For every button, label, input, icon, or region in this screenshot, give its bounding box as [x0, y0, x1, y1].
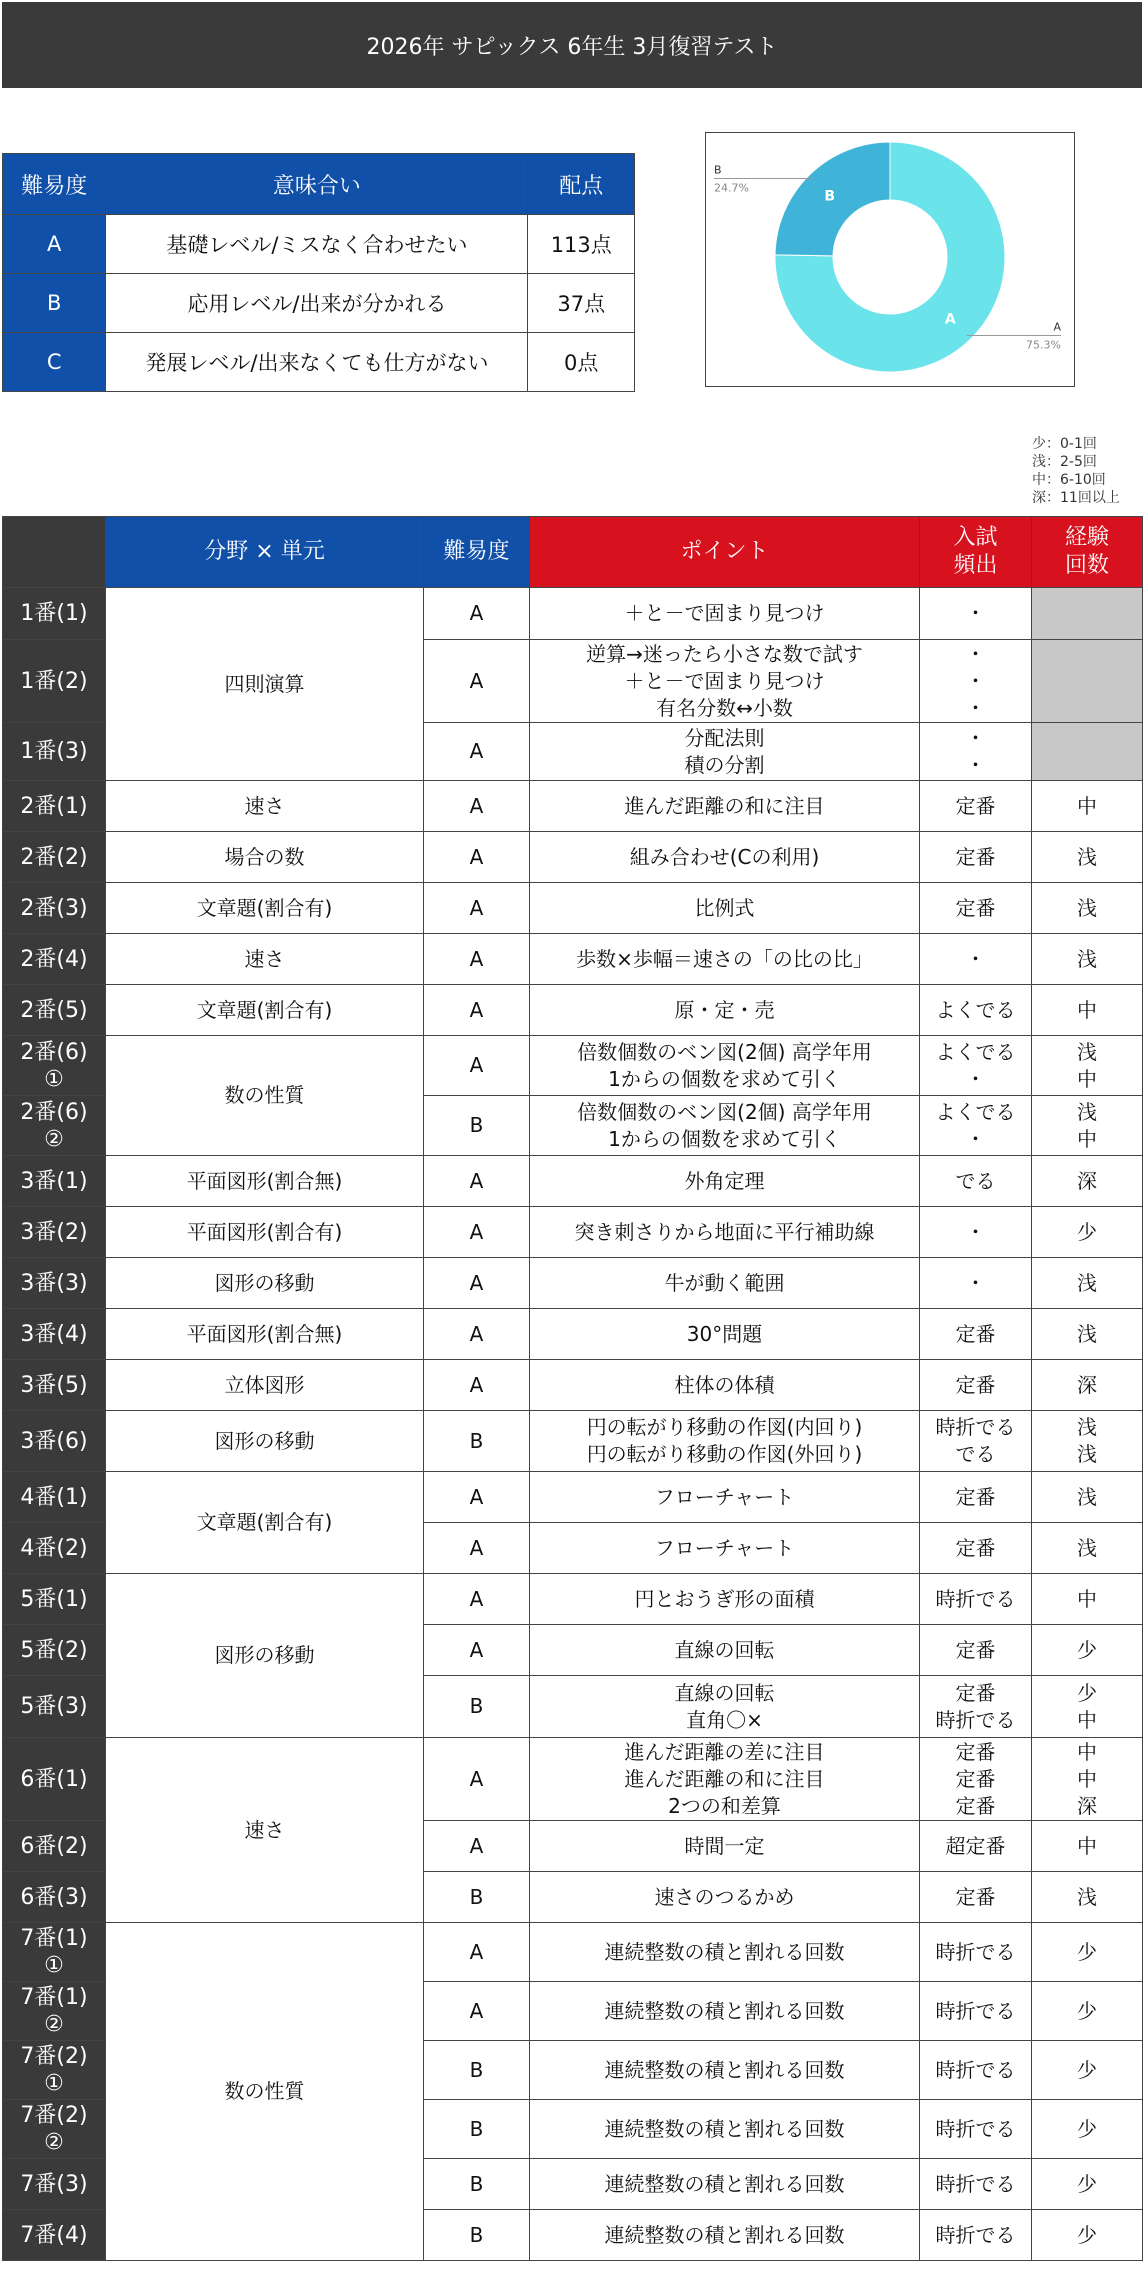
question-number: 2番(2) — [3, 832, 106, 883]
point-cell: 組み合わせ(Cの利用) — [530, 832, 920, 883]
difficulty-cell: A — [424, 1923, 530, 1982]
point-cell: 倍数個数のベン図(2個) 高学年用 1からの個数を求めて引く — [530, 1096, 920, 1156]
table-row — [3, 781, 1143, 832]
frequency-cell: 定番 — [920, 1309, 1032, 1360]
point-cell: フローチャート — [530, 1523, 920, 1574]
legend-note: 浅：2-5回 — [1032, 454, 1097, 470]
table-row — [3, 1411, 1143, 1472]
question-number: 6番(2) — [3, 1821, 106, 1872]
experience-cell: 浅 — [1032, 1523, 1143, 1574]
difficulty-cell: A — [424, 1156, 530, 1207]
experience-cell: 少 — [1032, 1982, 1143, 2041]
point-cell: 原・定・売 — [530, 985, 920, 1036]
point-cell: 連続整数の積と割れる回数 — [530, 2041, 920, 2100]
experience-cell: 深 — [1032, 1156, 1143, 1207]
question-number: 3番(3) — [3, 1258, 106, 1309]
experience-cell: 中 — [1032, 1821, 1143, 1872]
field-cell: 速さ — [106, 781, 424, 832]
point-cell: 分配法則 積の分割 — [530, 723, 920, 781]
field-cell: 平面図形(割合有) — [106, 1207, 424, 1258]
frequency-cell: 定番 定番 定番 — [920, 1738, 1032, 1821]
point-cell: 外角定理 — [530, 1156, 920, 1207]
point-cell: 速さのつるかめ — [530, 1872, 920, 1923]
difficulty-cell: A — [424, 1036, 530, 1096]
pie-outside-label: A — [1053, 320, 1061, 334]
difficulty-meaning: 発展レベル/出来なくても仕方がない — [106, 333, 528, 392]
frequency-cell: 時折でる — [920, 1982, 1032, 2041]
difficulty-cell: A — [424, 1738, 530, 1821]
experience-cell: 浅 — [1032, 832, 1143, 883]
field-cell: 文章題(割合有) — [106, 883, 424, 934]
experience-cell: 少 — [1032, 1207, 1143, 1258]
difficulty-cell: B — [424, 2210, 530, 2261]
table-row — [3, 883, 1143, 934]
experience-cell: 少 — [1032, 1923, 1143, 1982]
experience-cell: 浅 中 — [1032, 1096, 1143, 1156]
frequency-cell: 定番 — [920, 1625, 1032, 1676]
point-cell: 進んだ距離の和に注目 — [530, 781, 920, 832]
experience-cell: 浅 — [1032, 883, 1143, 934]
table-row — [3, 1258, 1143, 1309]
table-row — [3, 1574, 1143, 1625]
difficulty-cell: B — [424, 1411, 530, 1472]
difficulty-row — [3, 215, 635, 274]
field-cell: 文章題(割合有) — [106, 985, 424, 1036]
difficulty-cell: B — [424, 2100, 530, 2159]
frequency-cell: 定番 — [920, 832, 1032, 883]
experience-cell: 少 — [1032, 2041, 1143, 2100]
frequency-cell: ・ — [920, 934, 1032, 985]
experience-cell: 少 — [1032, 1625, 1143, 1676]
question-number: 2番(6) ② — [3, 1096, 106, 1156]
frequency-cell: ・ — [920, 1207, 1032, 1258]
difficulty-cell: B — [424, 1096, 530, 1156]
score-header: 配点 — [528, 154, 635, 215]
table-row — [3, 1472, 1143, 1523]
difficulty-cell: B — [424, 2159, 530, 2210]
difficulty-level: A — [3, 215, 106, 274]
question-number: 7番(2) ① — [3, 2041, 106, 2100]
point-cell: フローチャート — [530, 1472, 920, 1523]
difficulty-cell: B — [424, 2041, 530, 2100]
experience-cell: 浅 — [1032, 1309, 1143, 1360]
field-cell: 四則演算 — [106, 588, 424, 781]
frequency-cell: 時折でる — [920, 2159, 1032, 2210]
point-cell: 柱体の体積 — [530, 1360, 920, 1411]
question-number: 6番(3) — [3, 1872, 106, 1923]
difficulty-cell: A — [424, 883, 530, 934]
frequency-cell: 定番 — [920, 883, 1032, 934]
point-cell: 直線の回転 — [530, 1625, 920, 1676]
field-cell: 数の性質 — [106, 1036, 424, 1156]
table-row — [3, 1923, 1143, 1982]
frequency-cell: 定番 時折でる — [920, 1676, 1032, 1738]
frequency-cell: 定番 — [920, 1872, 1032, 1923]
experience-cell: 浅 — [1032, 1472, 1143, 1523]
frequency-cell: でる — [920, 1156, 1032, 1207]
frequency-cell: 時折でる — [920, 1923, 1032, 1982]
field-cell: 平面図形(割合無) — [106, 1156, 424, 1207]
frequency-cell: ・ ・ — [920, 723, 1032, 781]
field-cell: 平面図形(割合無) — [106, 1309, 424, 1360]
point-cell: 直線の回転 直角〇× — [530, 1676, 920, 1738]
field-cell: 速さ — [106, 1738, 424, 1923]
point-cell: 時間一定 — [530, 1821, 920, 1872]
pie-chart-svg — [706, 133, 1074, 386]
question-number: 3番(5) — [3, 1360, 106, 1411]
point-cell: 歩数×歩幅＝速さの「の比の比」 — [530, 934, 920, 985]
point-cell: 進んだ距離の差に注目 進んだ距離の和に注目 2つの和差算 — [530, 1738, 920, 1821]
difficulty-row — [3, 274, 635, 333]
field-cell: 文章題(割合有) — [106, 1472, 424, 1574]
question-number: 4番(2) — [3, 1523, 106, 1574]
difficulty-cell: A — [424, 723, 530, 781]
pie-slice-label: B — [824, 188, 836, 205]
frequency-cell: よくでる ・ — [920, 1096, 1032, 1156]
difficulty-meaning: 応用レベル/出来が分かれる — [106, 274, 528, 333]
question-number: 5番(2) — [3, 1625, 106, 1676]
question-number: 7番(2) ② — [3, 2100, 106, 2159]
point-header: ポイント — [530, 517, 920, 588]
question-number: 6番(1) — [3, 1738, 106, 1821]
question-number: 3番(6) — [3, 1411, 106, 1472]
frequency-cell: 時折でる — [920, 1574, 1032, 1625]
legend-note: 深：11回以上 — [1032, 490, 1120, 506]
experience-cell: 少 — [1032, 2159, 1143, 2210]
pie-slice-label: A — [944, 311, 956, 328]
difficulty-cell: A — [424, 1982, 530, 2041]
question-number: 5番(3) — [3, 1676, 106, 1738]
experience-cell: 浅 — [1032, 934, 1143, 985]
frequency-cell: 定番 — [920, 1360, 1032, 1411]
experience-cell — [1032, 640, 1143, 723]
frequency-cell: 定番 — [920, 1523, 1032, 1574]
point-cell: 突き刺さりから地面に平行補助線 — [530, 1207, 920, 1258]
experience-cell: 浅 中 — [1032, 1036, 1143, 1096]
question-number: 1番(3) — [3, 723, 106, 781]
frequency-cell: 時折でる — [920, 2041, 1032, 2100]
difficulty-cell: A — [424, 1472, 530, 1523]
question-number: 2番(6) ① — [3, 1036, 106, 1096]
field-cell: 速さ — [106, 934, 424, 985]
difficulty-table — [2, 153, 635, 392]
table-row — [3, 1360, 1143, 1411]
difficulty-cell: A — [424, 640, 530, 723]
difficulty-cell: A — [424, 1821, 530, 1872]
question-number: 1番(1) — [3, 588, 106, 640]
question-number: 2番(4) — [3, 934, 106, 985]
frequency-cell: 時折でる でる — [920, 1411, 1032, 1472]
difficulty-cell: A — [424, 1360, 530, 1411]
experience-cell: 中 中 深 — [1032, 1738, 1143, 1821]
frequency-cell: 定番 — [920, 1472, 1032, 1523]
question-number: 2番(1) — [3, 781, 106, 832]
field-cell: 場合の数 — [106, 832, 424, 883]
question-number: 3番(2) — [3, 1207, 106, 1258]
question-number: 3番(4) — [3, 1309, 106, 1360]
question-number: 7番(1) ② — [3, 1982, 106, 2041]
difficulty-cell: A — [424, 1258, 530, 1309]
point-cell: 30°問題 — [530, 1309, 920, 1360]
table-row — [3, 588, 1143, 640]
difficulty-cell: B — [424, 1872, 530, 1923]
difficulty-score: 37点 — [528, 274, 635, 333]
meaning-header: 意味合い — [106, 154, 528, 215]
point-cell: 円の転がり移動の作図(内回り) 円の転がり移動の作図(外回り) — [530, 1411, 920, 1472]
difficulty-header: 難易度 — [3, 154, 106, 215]
field-cell: 図形の移動 — [106, 1574, 424, 1738]
point-cell: 円とおうぎ形の面積 — [530, 1574, 920, 1625]
experience-header: 経験 回数 — [1032, 517, 1143, 588]
frequency-cell: 時折でる — [920, 2100, 1032, 2159]
difficulty-header: 難易度 — [424, 517, 530, 588]
frequency-cell: ・ — [920, 588, 1032, 640]
point-cell: 連続整数の積と割れる回数 — [530, 2210, 920, 2261]
question-number: 7番(1) ① — [3, 1923, 106, 1982]
field-cell: 数の性質 — [106, 1923, 424, 2261]
table-row — [3, 985, 1143, 1036]
pie-chart — [705, 132, 1075, 387]
frequency-cell: よくでる ・ — [920, 1036, 1032, 1096]
table-row — [3, 934, 1143, 985]
point-cell: 連続整数の積と割れる回数 — [530, 2100, 920, 2159]
frequency-cell: 時折でる — [920, 2210, 1032, 2261]
experience-cell: 中 — [1032, 781, 1143, 832]
experience-cell — [1032, 723, 1143, 781]
point-cell: 連続整数の積と割れる回数 — [530, 1982, 920, 2041]
pie-percent-label: 75.3% — [1026, 338, 1061, 352]
legend-note: 少：0-1回 — [1032, 436, 1097, 452]
table-row — [3, 1309, 1143, 1360]
page-title: 2026年 サピックス 6年生 3月復習テスト — [2, 2, 1142, 88]
experience-cell: 中 — [1032, 1574, 1143, 1625]
experience-cell: 少 中 — [1032, 1676, 1143, 1738]
difficulty-cell: A — [424, 1574, 530, 1625]
difficulty-cell: A — [424, 1523, 530, 1574]
difficulty-cell: A — [424, 781, 530, 832]
difficulty-cell: B — [424, 1676, 530, 1738]
experience-cell: 少 — [1032, 2100, 1143, 2159]
experience-cell: 浅 浅 — [1032, 1411, 1143, 1472]
experience-cell: 浅 — [1032, 1258, 1143, 1309]
question-number: 3番(1) — [3, 1156, 106, 1207]
difficulty-cell: A — [424, 1207, 530, 1258]
pie-outside-label: B — [714, 163, 722, 177]
experience-cell: 深 — [1032, 1360, 1143, 1411]
frequency-cell: よくでる — [920, 985, 1032, 1036]
question-number: 5番(1) — [3, 1574, 106, 1625]
experience-legend — [1032, 435, 1120, 507]
difficulty-cell: A — [424, 934, 530, 985]
difficulty-level: C — [3, 333, 106, 392]
point-cell: ＋と－で固まり見つけ — [530, 588, 920, 640]
difficulty-cell: A — [424, 1625, 530, 1676]
frequency-cell: 定番 — [920, 781, 1032, 832]
table-row — [3, 1156, 1143, 1207]
field-cell: 図形の移動 — [106, 1258, 424, 1309]
frequency-header: 入試 頻出 — [920, 517, 1032, 588]
question-number: 4番(1) — [3, 1472, 106, 1523]
point-cell: 倍数個数のベン図(2個) 高学年用 1からの個数を求めて引く — [530, 1036, 920, 1096]
point-cell: 牛が動く範囲 — [530, 1258, 920, 1309]
point-cell: 連続整数の積と割れる回数 — [530, 1923, 920, 1982]
experience-cell — [1032, 588, 1143, 640]
question-table — [2, 516, 1143, 2261]
table-row — [3, 1036, 1143, 1096]
table-row — [3, 1738, 1143, 1821]
point-cell: 連続整数の積と割れる回数 — [530, 2159, 920, 2210]
difficulty-cell: A — [424, 985, 530, 1036]
difficulty-score: 0点 — [528, 333, 635, 392]
frequency-cell: ・ — [920, 1258, 1032, 1309]
question-number: 1番(2) — [3, 640, 106, 723]
difficulty-level: B — [3, 274, 106, 333]
difficulty-cell: A — [424, 832, 530, 883]
frequency-cell: ・ ・ ・ — [920, 640, 1032, 723]
table-row — [3, 832, 1143, 883]
legend-note: 中：6-10回 — [1032, 472, 1106, 488]
frequency-cell: 超定番 — [920, 1821, 1032, 1872]
difficulty-cell: A — [424, 588, 530, 640]
question-number: 2番(5) — [3, 985, 106, 1036]
difficulty-score: 113点 — [528, 215, 635, 274]
question-number: 7番(3) — [3, 2159, 106, 2210]
question-number: 2番(3) — [3, 883, 106, 934]
point-cell: 逆算→迷ったら小さな数で試す ＋と－で固まり見つけ 有名分数↔小数 — [530, 640, 920, 723]
difficulty-cell: A — [424, 1309, 530, 1360]
difficulty-meaning: 基礎レベル/ミスなく合わせたい — [106, 215, 528, 274]
experience-cell: 中 — [1032, 985, 1143, 1036]
difficulty-row — [3, 333, 635, 392]
pie-percent-label: 24.7% — [714, 181, 749, 195]
field-header: 分野 × 単元 — [106, 517, 424, 588]
experience-cell: 少 — [1032, 2210, 1143, 2261]
question-header-blank — [3, 517, 106, 588]
point-cell: 比例式 — [530, 883, 920, 934]
table-row — [3, 1207, 1143, 1258]
field-cell: 立体図形 — [106, 1360, 424, 1411]
experience-cell: 浅 — [1032, 1872, 1143, 1923]
question-number: 7番(4) — [3, 2210, 106, 2261]
field-cell: 図形の移動 — [106, 1411, 424, 1472]
